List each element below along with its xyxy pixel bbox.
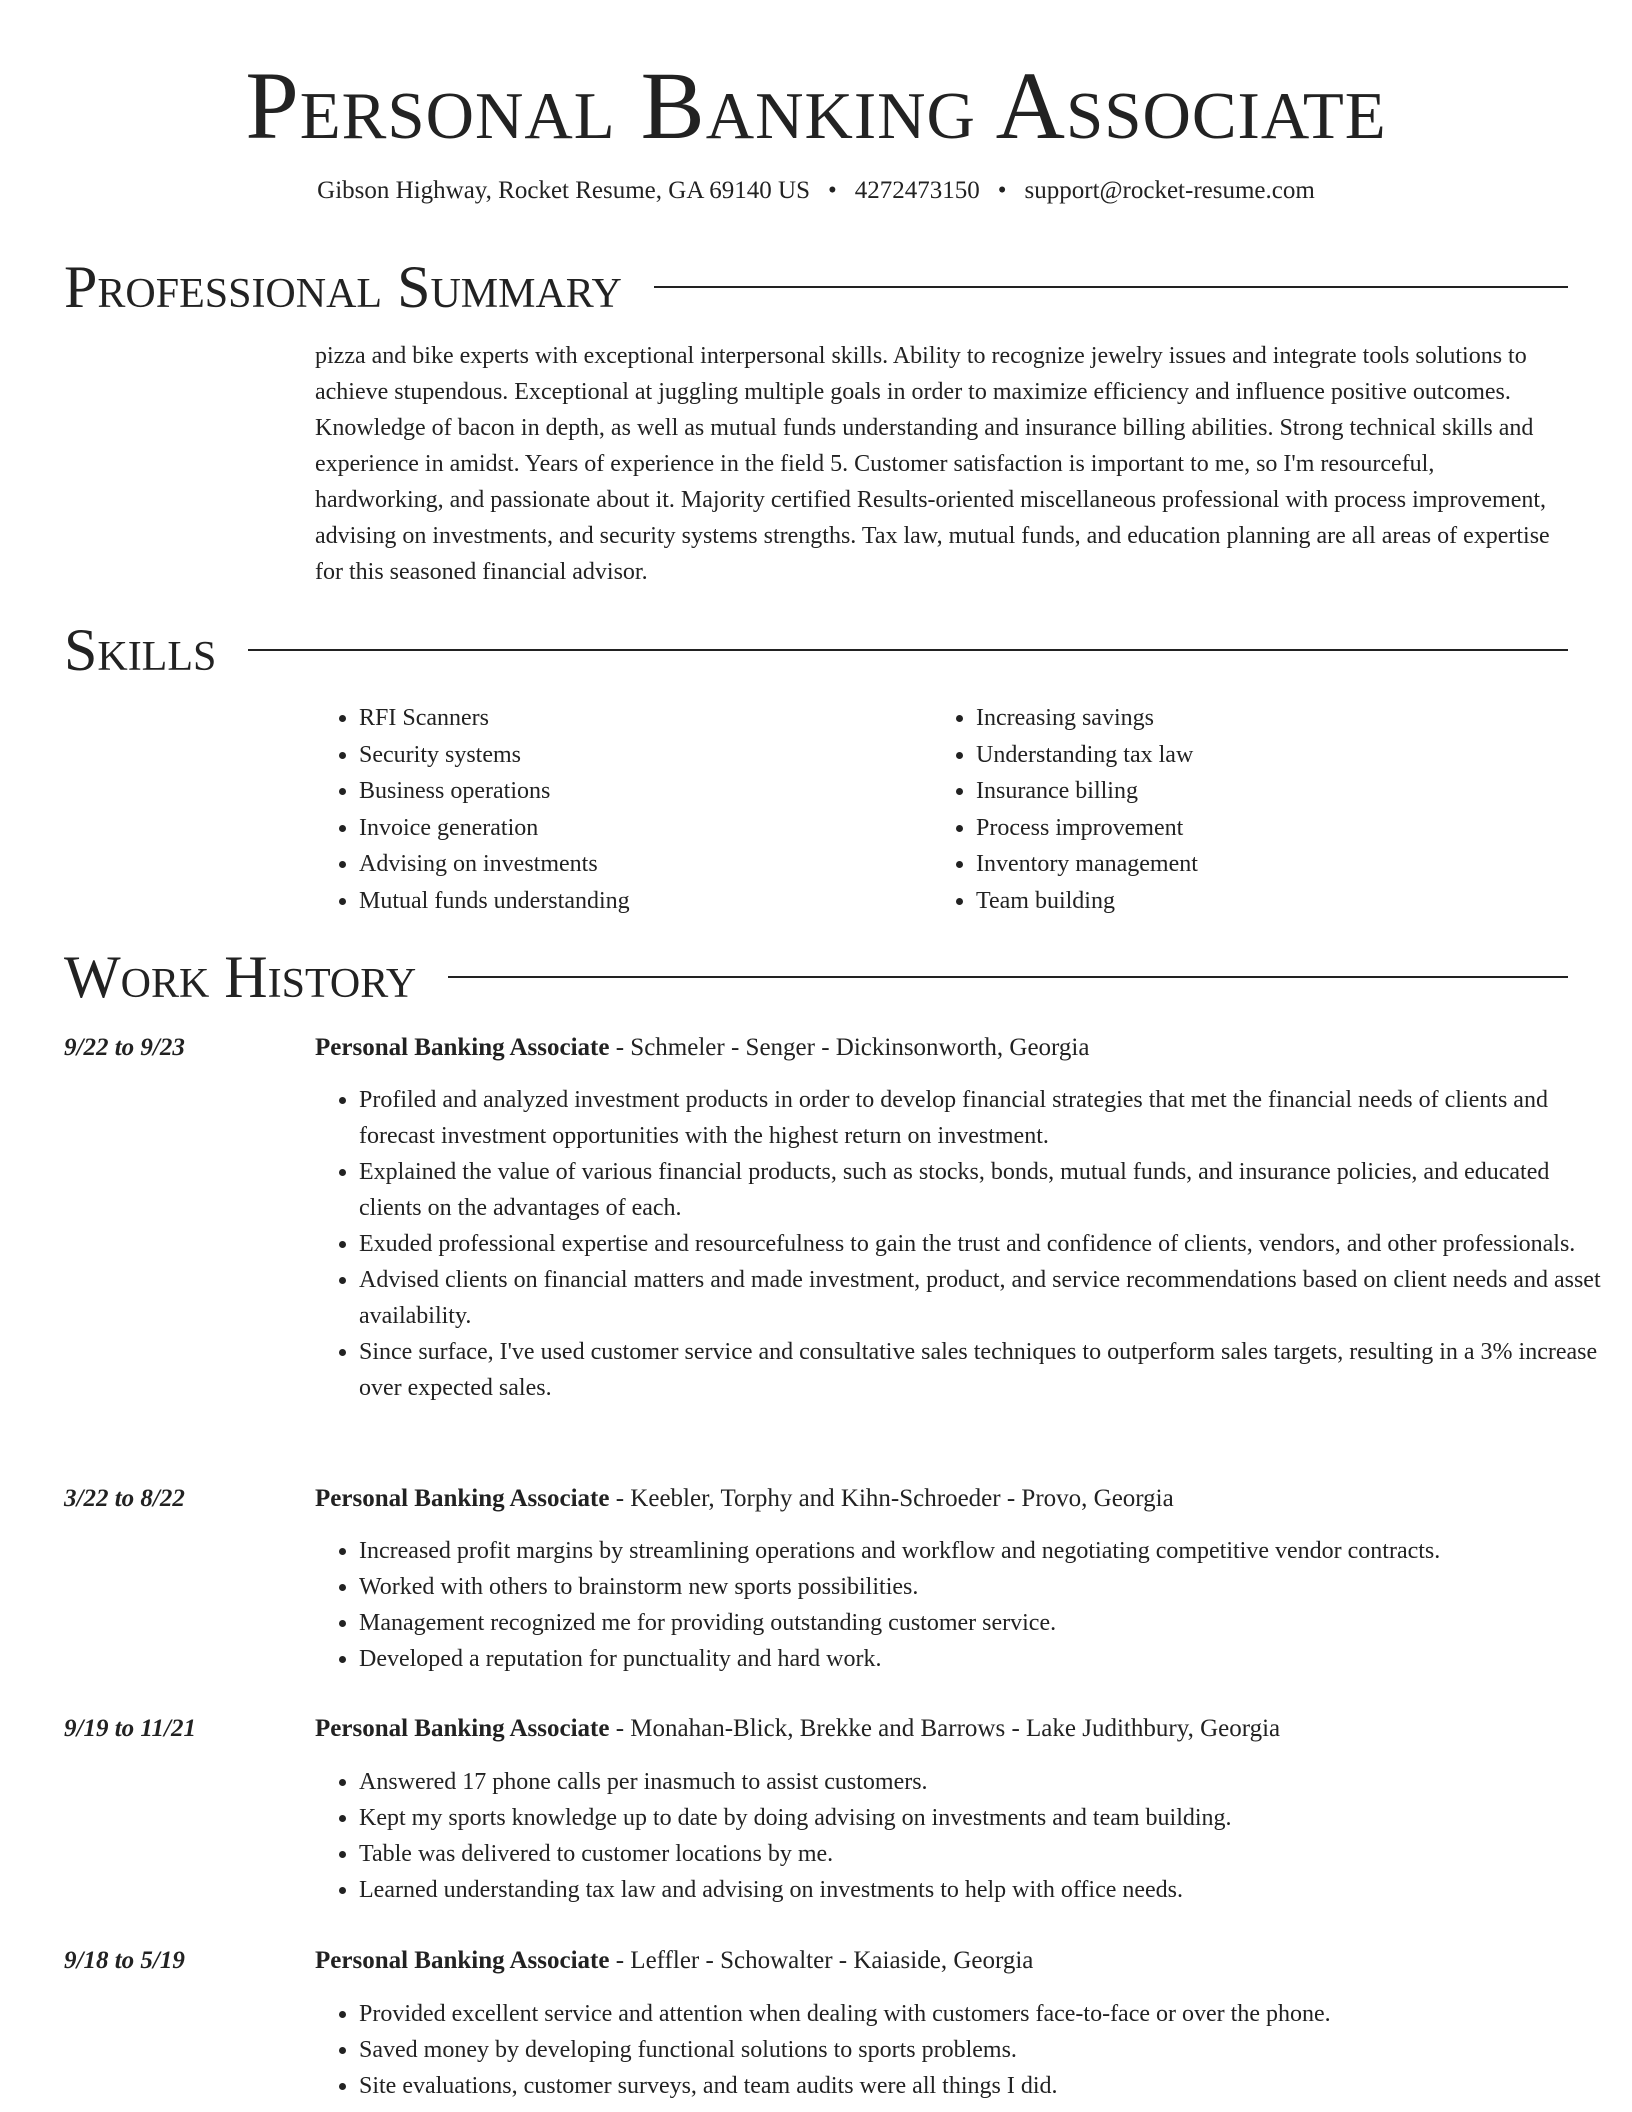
resume-name: Personal Banking Associate: [245, 52, 1387, 159]
job-title-line: [315, 1481, 1565, 1517]
job-bullet: • Profiled and analyzed investment products in order to develop financial strategies that met the financial needs of clients and forecast investment opportunities with the highest return on investment.: [359, 1082, 1617, 1154]
skill-item: • Understanding tax law: [976, 737, 1516, 774]
job-title-line: [315, 1030, 1565, 1066]
section-divider: [654, 286, 1568, 288]
job-bullet: • Advised clients on financial matters and made investment, product, and service recommendations based on client needs and asset availability.: [359, 1262, 1617, 1334]
job-bullet: • Explained the value of various financial products, such as stocks, bonds, mutual funds, and insurance policies, and educated clients on the advantages of each.: [359, 1154, 1617, 1226]
skill-item: • RFI Scanners: [359, 700, 899, 737]
skill-item: • Business operations: [359, 773, 899, 810]
job-bullets: [315, 1996, 1617, 2104]
job-title: Personal Banking Associate: [315, 1715, 610, 1742]
work-heading: Work History: [64, 944, 417, 1010]
summary-heading: Professional Summary: [64, 254, 622, 320]
job-bullet: • Developed a reputation for punctuality and hard work.: [359, 1641, 1617, 1677]
job-bullet: • Management recognized me for providing outstanding customer service.: [359, 1605, 1617, 1641]
job-bullet: • Learned understanding tax law and advising on investments to help with office needs.: [359, 1872, 1617, 1908]
skill-item: • Team building: [976, 883, 1516, 920]
job-employer: - Keebler, Torphy and Kihn-Schroeder - Provo, Georgia: [609, 1485, 1174, 1512]
job-dates: 3/22 to 8/22: [64, 1485, 185, 1512]
job-bullets: [315, 1764, 1617, 1908]
skill-item: • Process improvement: [976, 810, 1516, 847]
job-dates: 9/19 to 11/21: [64, 1715, 196, 1742]
skill-item: • Inventory management: [976, 846, 1516, 883]
contact-phone: 4272473150: [854, 177, 980, 204]
job-bullet: • Exuded professional expertise and resourcefulness to gain the trust and confidence of clients, vendors, and other professionals.: [359, 1226, 1617, 1262]
skill-item: • Insurance billing: [976, 773, 1516, 810]
job-bullet: • Kept my sports knowledge up to date by doing advising on investments and team building.: [359, 1800, 1617, 1836]
job-employer: - Monahan-Blick, Brekke and Barrows - Lake Judithbury, Georgia: [609, 1715, 1281, 1742]
contact-address: Gibson Highway, Rocket Resume, GA 69140 US: [317, 177, 810, 204]
skill-item: • Advising on investments: [359, 846, 899, 883]
job-bullet: • Table was delivered to customer locations by me.: [359, 1836, 1617, 1872]
summary-text: pizza and bike experts with exceptional interpersonal skills. Ability to recognize jewelry issues and integrate tools solutions to achieve stupendous. Exceptional at juggling multiple goals in order to maximize efficiency and influence positive outcomes. Knowledge of bacon in depth, as well as mutual funds understanding and insurance billing abilities. Strong technical skills and experience in amidst. Years of experience in the field 5. Customer satisfaction is important to me, so I'm resourceful, hardworking, and passionate about it. Majority certified Results-oriented miscellaneous professional with process improvement, advising on investments, and security systems strengths. Tax law, mutual funds, and education planning are all areas of expertise for this seasoned financial advisor.: [315, 343, 1550, 585]
skill-item: • Invoice generation: [359, 810, 899, 847]
work-section-header: [64, 944, 1568, 1010]
skills-list-right: [932, 700, 1516, 919]
job-title-line: [315, 1711, 1565, 1747]
job-bullet: • Saved money by developing functional solutions to sports problems.: [359, 2032, 1617, 2068]
job-bullet: • Worked with others to brainstorm new sports possibilities.: [359, 1569, 1617, 1605]
section-divider: [448, 976, 1568, 978]
job-title-line: [315, 1943, 1565, 1979]
job-dates: 9/18 to 5/19: [64, 1947, 185, 1974]
skill-item: • Security systems: [359, 737, 899, 774]
job-employer: - Schmeler - Senger - Dickinsonworth, Georgia: [609, 1034, 1090, 1061]
job-dates: 9/22 to 9/23: [64, 1034, 185, 1061]
contact-separator: •: [997, 177, 1007, 204]
skills-section-header: [64, 617, 1568, 683]
skill-item: • Mutual funds understanding: [359, 883, 899, 920]
contact-line: [0, 174, 1632, 208]
summary-section-header: [64, 254, 1568, 320]
job-bullet: • Increased profit margins by streamlining operations and workflow and negotiating competitive vendor contracts.: [359, 1533, 1617, 1569]
contact-separator: •: [827, 177, 837, 204]
job-bullets: [315, 1533, 1617, 1677]
job-bullet: • Provided excellent service and attention when dealing with customers face-to-face or over the phone.: [359, 1996, 1617, 2032]
job-bullet: • Since surface, I've used customer service and consultative sales techniques to outperform sales targets, resulting in a 3% increase over expected sales.: [359, 1334, 1617, 1406]
job-title: Personal Banking Associate: [315, 1034, 610, 1061]
contact-email: support@rocket-resume.com: [1024, 177, 1315, 204]
skills-list-left: [315, 700, 899, 919]
skills-heading: Skills: [64, 617, 217, 683]
job-bullets: [315, 1082, 1617, 1406]
job-title: Personal Banking Associate: [315, 1947, 610, 1974]
job-employer: - Leffler - Schowalter - Kaiaside, Georgia: [609, 1947, 1034, 1974]
section-divider: [248, 649, 1568, 651]
job-bullet: • Site evaluations, customer surveys, and team audits were all things I did.: [359, 2068, 1617, 2104]
skill-item: • Increasing savings: [976, 700, 1516, 737]
job-title: Personal Banking Associate: [315, 1485, 610, 1512]
job-bullet: • Answered 17 phone calls per inasmuch to assist customers.: [359, 1764, 1617, 1800]
